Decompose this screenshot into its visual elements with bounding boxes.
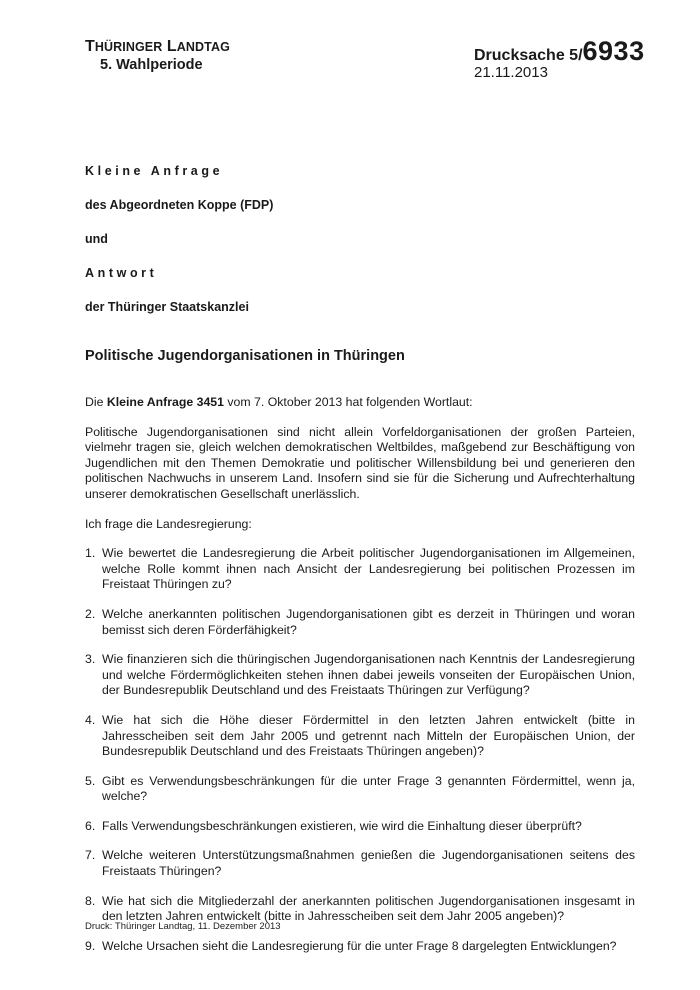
print-footer: Druck: Thüringer Landtag, 11. Dezember 2013 <box>85 921 281 932</box>
question-text: Wie hat sich die Mitgliederzahl der anerkannten politischen Jugendorganisationen insgesamt in den letzten Jahren entwickelt (bitte in Jahresscheiben seit dem Jahr 2005 angeben)? <box>102 893 635 924</box>
question-number: 5. <box>85 773 96 788</box>
issuer-initial-2: L <box>166 38 177 55</box>
question-text: Welche weiteren Unterstützungsmaßnahmen genießen die Jugendorganisationen seitens des Freistaats Thüringen? <box>102 848 635 879</box>
question-number: 8. <box>85 893 96 908</box>
drucksache-number: 6933 <box>582 36 645 66</box>
question-number: 9. <box>85 938 96 953</box>
question-item <box>85 607 635 638</box>
question-item <box>85 774 635 805</box>
question-text: Gibt es Verwendungsbeschränkungen für die unter Frage 3 genannten Fördermittel, wenn ja, welche? <box>102 773 635 804</box>
question-item <box>85 848 635 879</box>
document-body <box>85 163 635 968</box>
question-text: Wie finanzieren sich die thüringischen Jugendorganisationen nach Kenntnis der Landesregierung und welche Fördermöglichkeiten stehen ihnen dabei jeweils vonseiten der Europäischen Union, der Bundesrepublik Deutschland und des Freistaats Thüringen zur Verfügung? <box>102 652 635 698</box>
inquiry-reference: Kleine Anfrage 3451 <box>106 395 224 409</box>
question-text: Welche anerkannten politischen Jugendorganisationen gibt es derzeit in Thüringen und woran bemisst sich deren Förderfähigkeit? <box>102 606 635 637</box>
drucksache-label: Drucksache 5/ <box>474 47 583 64</box>
question-number: 7. <box>85 848 96 863</box>
document-date: 21.11.2013 <box>474 64 548 81</box>
question-text: Wie bewertet die Landesregierung die Arbeit politischer Jugendorganisationen im Allgemeinen, welche Rolle kommt ihnen nach Ansicht der Landesregierung bei politischen Prozessen im Freistaat Thüringen zu? <box>102 546 635 592</box>
subject-title: Politische Jugendorganisationen in Thüringen <box>85 348 405 364</box>
kleine-anfrage-heading: Kleine Anfrage <box>85 164 224 178</box>
question-number: 1. <box>85 546 96 561</box>
issuer-initial-1: T <box>85 38 95 55</box>
wahlperiode: 5. Wahlperiode <box>100 57 203 73</box>
issuer-word-1-rest: HÜRINGER <box>94 40 163 54</box>
staatskanzlei-line: der Thüringer Staatskanzlei <box>85 300 249 314</box>
question-item <box>85 546 635 593</box>
document-number-block <box>474 36 645 81</box>
intro-suffix: vom 7. Oktober 2013 hat folgenden Wortlaut: <box>223 395 473 409</box>
question-item <box>85 652 635 699</box>
question-text: Wie hat sich die Höhe dieser Fördermittel in den letzten Jahren entwickelt (bitte in Jahresscheiben seit dem Jahr 2005 und getrennt nach Mitteln der Europäischen Union, der Bundesrepublik Deutschland und des Freistaats Thüringen angeben)? <box>102 712 635 759</box>
issuer-word-2-rest: ANDTAG <box>176 40 230 54</box>
question-number: 2. <box>85 606 96 621</box>
question-text: Falls Verwendungsbeschränkungen existieren, wie wird die Einhaltung dieser überprüft? <box>102 818 582 833</box>
intro-paragraph: Politische Jugendorganisationen sind nicht allein Vorfeldorganisationen der großen Parteien, vielmehr tragen sie, gleich welchen demokratischen Weltbildes, maßgebend zur Beschäftigung von Jugendlichen mit den Themen Demokratie und politischer Willensbildung bei und generieren den politischen Nachwuchs in unserem Land. Insofern sind sie für die Sicherung und Aufrechterhaltung unserer demokratischen Gesellschaft unerlässlich. <box>85 424 635 501</box>
question-text: Welche Ursachen sieht die Landesregierung für die unter Frage 8 dargelegten Entwicklungen? <box>102 938 617 953</box>
question-item <box>85 819 635 835</box>
antwort-heading: Antwort <box>85 266 158 280</box>
question-number: 4. <box>85 712 96 727</box>
question-item <box>85 939 635 955</box>
question-list <box>85 546 635 954</box>
issuer-block <box>85 38 230 74</box>
issuer-name <box>85 38 230 56</box>
abgeordneter-line: des Abgeordneten Koppe (FDP) <box>85 198 274 212</box>
und-line: und <box>85 232 108 246</box>
intro-prefix: Die <box>85 395 107 409</box>
question-number: 6. <box>85 818 96 833</box>
ask-line: Ich frage die Landesregierung: <box>85 516 252 531</box>
question-number: 3. <box>85 652 96 667</box>
intro-line <box>85 395 635 411</box>
question-item <box>85 713 635 760</box>
drucksache-line <box>474 36 645 67</box>
